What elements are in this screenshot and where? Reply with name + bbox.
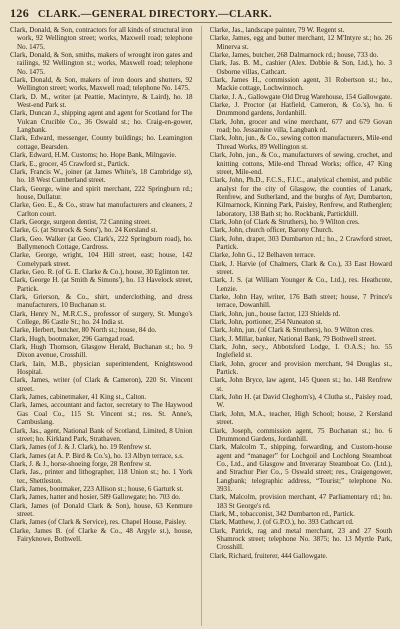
column-divider (201, 26, 202, 626)
directory-entry: Clark, Hugh, bootmaker, 296 Garngad road. (10, 334, 135, 343)
directory-entry: Clark, Francis W., joiner (at James White's, 18 Cambridge st), ho. 18 West Cumberland street. (10, 167, 193, 185)
left-column (10, 26, 193, 626)
directory-entry: Clark, Jas. B. M., cashier (Alex. Dobbie & Son, Ltd.), ho. 3 Osborne villas, Cathcart. (209, 59, 392, 76)
directory-entry: Clark, Geo. Walker (at Geo. Clark's, 222 Springburn road), ho. Ballymenoch Cottage, Cardross. (10, 234, 193, 251)
directory-entry: Clark, M., tobacconist, 342 Dumbarton rd., Partick. (209, 509, 355, 518)
directory-entry: Clark, Donald, & Son, makers of iron doors and shutters, 92 Wellington street; works, Maxwell road; telephone No. 1475. (10, 76, 193, 93)
directory-entry: Clarke, George, wright, 104 Hill street, east; house, 142 Comelypark street. (10, 251, 193, 268)
directory-entry: Clark, Patrick, rag and metal merchant, 23 and 27 South Shamrock street; telephone No. 3875; ho. 13 Myrtle Park, Crosshill. (209, 526, 392, 552)
directory-entry: Clark, George, surgeon dentist, 72 Canning street. (10, 217, 152, 226)
directory-entry: Clark, James (of Donald Clark & Son), house, 63 Kenmure street. (10, 501, 193, 518)
directory-entry: Clark, Joseph, commission agent, 75 Buchanan st.; ho. 6 Drummond Gardens, Jordanhill. (209, 426, 392, 443)
directory-entry: Clark, John, grocer and wine merchant, 677 and 679 Govan road; ho. Jessamine villa, Langbank rd. (209, 117, 392, 135)
directory-entry: Clarke, G. (at Strurock & Sons'), ho. 24 Kersland st. (10, 226, 158, 235)
directory-entry: Clark, Jas., agent, National Bank of Scotland, Limited, 8 Union street; ho. Kirkland Park, Strathaven. (10, 426, 193, 443)
directory-entry: Clark, J. Millar, banker, National Bank, 79 Bothwell street. (209, 334, 377, 343)
directory-entry: Clark, Malcolm T., shipping, forwarding, and Custom-house agent and “manager” for Lochgoil and Lochlong Steamboat Co., Ltd., and Glasgow and Inveraray Steamboat Co. (Ltd.), and Strachur Pier Co., 5 Oswald street; res., Craigengower, Langbank; telegraphic address, “Tourist;” telephone No. 3931. (209, 443, 392, 493)
directory-entry: Clark, James, bootmaker, 223 Allison st.; house, 6 Garturk st. (10, 484, 184, 493)
right-column (210, 26, 393, 626)
directory-entry: Clark, Iain, M.B., physician superintendent, Knightswood Hospital. (10, 359, 193, 377)
directory-entry: Clark, Edward, messenger, County buildings; ho. Leamington cottage, Bearsden. (10, 134, 193, 151)
directory-entry: Clarke, Jas., landscape painter, 79 W. Regent st. (209, 26, 345, 34)
directory-entry: Clark, James H., commission agent, 31 Robertson st.; ho., Mackie cottage, Lochwinnoch. (209, 76, 392, 93)
directory-entry: Clark, John, grocer and provision merchant, 94 Douglas st., Partick. (209, 359, 392, 377)
directory-entry: Clark, D. M., writer (at Peattie, Macintyre, & Laird), ho. 18 West-end Park st. (10, 92, 193, 110)
directory-entry: Clark, James (at A. P. Bird & Co.'s), ho. 13 Albyn terrace, s.s. (10, 451, 184, 460)
directory-entry: Clark, James (of J. & J. Clark), ho. 19 Renfrew st. (10, 443, 152, 452)
directory-entry: Clarke, Herbert, butcher, 80 North st.; house, 84 do. (10, 326, 157, 335)
directory-entry: Clarke, James, butcher, 268 Dalmarnock rd.; house, 733 do. (209, 51, 379, 60)
directory-entry: Clark, Henry N., M.R.C.S., professor of surgery, St. Mungo's College, 86 Castle St.; ho. 24 India st. (10, 309, 193, 327)
directory-entry: Clark, James, cabinetmaker, 41 King st., Calton. (10, 393, 147, 402)
running-title: CLARK.—GENERAL DIRECTORY.—CLARK. (37, 9, 272, 20)
directory-entry: Clark, Malcolm, provision merchant, 47 Parliamentary rd.; ho. 183 St George's rd. (209, 493, 392, 510)
directory-entry: Clarke, John Hay, writer, 176 Bath street; house, 7 Prince's terrace, Dowanhill. (209, 293, 392, 310)
directory-entry: Clark, John, jun., & Co., sewing cotton manufacturers, Mile-end Thread Works, 89 Wellington st. (209, 134, 392, 151)
directory-entry: Clark, James, accountant and factor, secretary to The Haywood Gas Coal Co., 115 St. Vincent st.; res. St. Anne's, Cambuslang. (10, 401, 193, 427)
directory-entry: Clark, Richard, fruiterer, 444 Gallowgate. (209, 551, 328, 560)
directory-entry: Clark, Jas., printer and lithographer, 118 Union st.; ho. 1 York ter., Shettleston. (10, 468, 193, 485)
directory-entry: Clark, John, church officer, Barony Church. (209, 226, 334, 235)
directory-entry: Clarke, Geo. E., & Co., straw hat manufacturers and cleaners, 2 Carlton court. (10, 201, 193, 218)
directory-entry: Clark, Edward, H.M. Customs; ho. Hope Bank, Milngavie. (10, 151, 177, 160)
directory-entry: Clark, John, M.A., teacher, High School; house, 2 Kersland street. (209, 409, 392, 427)
directory-entry: Clark, John, jun., house factor, 123 Shields rd. (209, 309, 341, 318)
directory-entry: Clark, Matthew, J. (of G.P.O.), ho. 393 Cathcart rd. (209, 518, 354, 527)
directory-entry: Clarke, J. Proctor (at Hatfield, Cameron, & Co.'s), ho. 6 Drummond gardens, Jordanhill. (209, 101, 392, 118)
directory-entry: Clark, Hugh Thomson, Glasgow Herald, Buchanan st.; ho. 9 Dixon avenue, Crosshill. (10, 343, 193, 360)
directory-entry: Clark, George H. (at Smith & Simons'), ho. 13 Havelock street, Partick. (10, 276, 193, 293)
directory-entry: Clark, Grierson, & Co., shirt, underclothing, and dress manufacturers, 10 Buchanan st. (10, 293, 193, 310)
directory-entry: Clark, John, jun. (of Clark & Struthers), ho. 9 Wilton cres. (209, 326, 374, 335)
directory-entry: Clark, John Bryce, law agent, 145 Queen st.; ho. 148 Renfrew st. (209, 376, 392, 393)
directory-entry: Clarke, J. A., Gallowgate Old Drug Warehouse, 154 Gallowgate. (209, 92, 392, 101)
directory-entry: Clark, J. S. (at William Younger & Co., Ltd.), res. Heathcote, Lenzie. (209, 276, 392, 293)
directory-entry: Clark, John, secy., Abbotsford Lodge, I. O.A.S.; ho. 55 Inglefield st. (209, 343, 392, 360)
directory-entry: Clarke, John G., 12 Belhaven terrace. (209, 251, 316, 260)
page-header (10, 6, 392, 23)
directory-entry: Clark, George, wine and spirit merchant, 222 Springburn rd.; house, Dullatur. (10, 184, 193, 201)
directory-entry: Clark, J. & J., horse-shoeing forge, 28 Renfrew st. (10, 459, 152, 468)
directory-entry: Clark, James (of Clark & Service), res. Chapel House, Paisley. (10, 518, 187, 527)
directory-entry: Clarke, Geo. R. (of G. E. Clarke & Co.), house, 30 Eglinton ter. (10, 267, 190, 276)
directory-entry: Clark, Donald, & Son, contractors for all kinds of structural iron work, 92 Wellington street; works, Maxwell road; telephone No. 1475. (10, 26, 193, 51)
directory-entry: Clark, E., grocer, 45 Crawford st., Partick. (10, 159, 130, 168)
directory-entry: Clark, John, portioner, 254 Nuneaton st. (209, 318, 323, 327)
directory-entry: Clark, Donald, & Son, smiths, makers of wrought iron gates and railings, 92 Wellington st.; works, Maxwell road; telephone No. 1475. (10, 51, 193, 76)
page-number: 126 (10, 6, 30, 20)
directory-columns (10, 26, 392, 626)
directory-entry: Clark, John (of Clark & Struthers), ho. 9 Wilton cres. (209, 217, 360, 226)
directory-entry: Clarke, James B. (of Clarke & Co., 48 Argyle st.), house, Fairyknowe, Bothwell. (10, 526, 193, 543)
directory-entry: Clarke, James, egg and butter merchant, 12 M'Intyre st.; ho. 26 Minerva st. (209, 34, 392, 51)
directory-entry: Clark, Duncan J., shipping agent and agent for Scotland for The Vulcan Crucible Co., 36 Oswald st.; ho. Craig-en-gower, Langbank. (10, 109, 193, 135)
directory-entry: Clark, James, hatter and hosier, 589 Gallowgate; ho. 703 do. (10, 493, 181, 502)
directory-entry: Clark, John, Ph.D., F.C.S., F.I.C., analytical chemist, and public analyst for the city of Glasgow, the counties of Lanark, Renfrew, and Sutherland, and the burghs of Ayr, Dumbarton, Kilmarnock, Kinning Park, Paisley, Renfrew, and Rutherglen; laboratory, 138 Bath st; ho. Rockbank, Partickhill. (209, 176, 392, 218)
directory-entry: Clark, J. Harvie (of Chalmers, Clark & Co.), 33 East Howard street. (209, 259, 392, 276)
directory-entry: Clark, James, writer (of Clark & Cameron), 220 St. Vincent street. (10, 376, 193, 393)
directory-entry: Clark, John H. (at David Cleghorn's), 4 Clutha st., Paisley road, W. (209, 393, 392, 410)
directory-entry: Clark, John, draper, 303 Dumbarton rd.; ho., 2 Crawford street, Partick. (209, 234, 392, 251)
directory-entry: Clark, John, jun., & Co., manufacturers of sewing, crochet, and knitting cottons, Mile-end Thread Works; office, 47 King street, Mile-end. (209, 151, 392, 176)
